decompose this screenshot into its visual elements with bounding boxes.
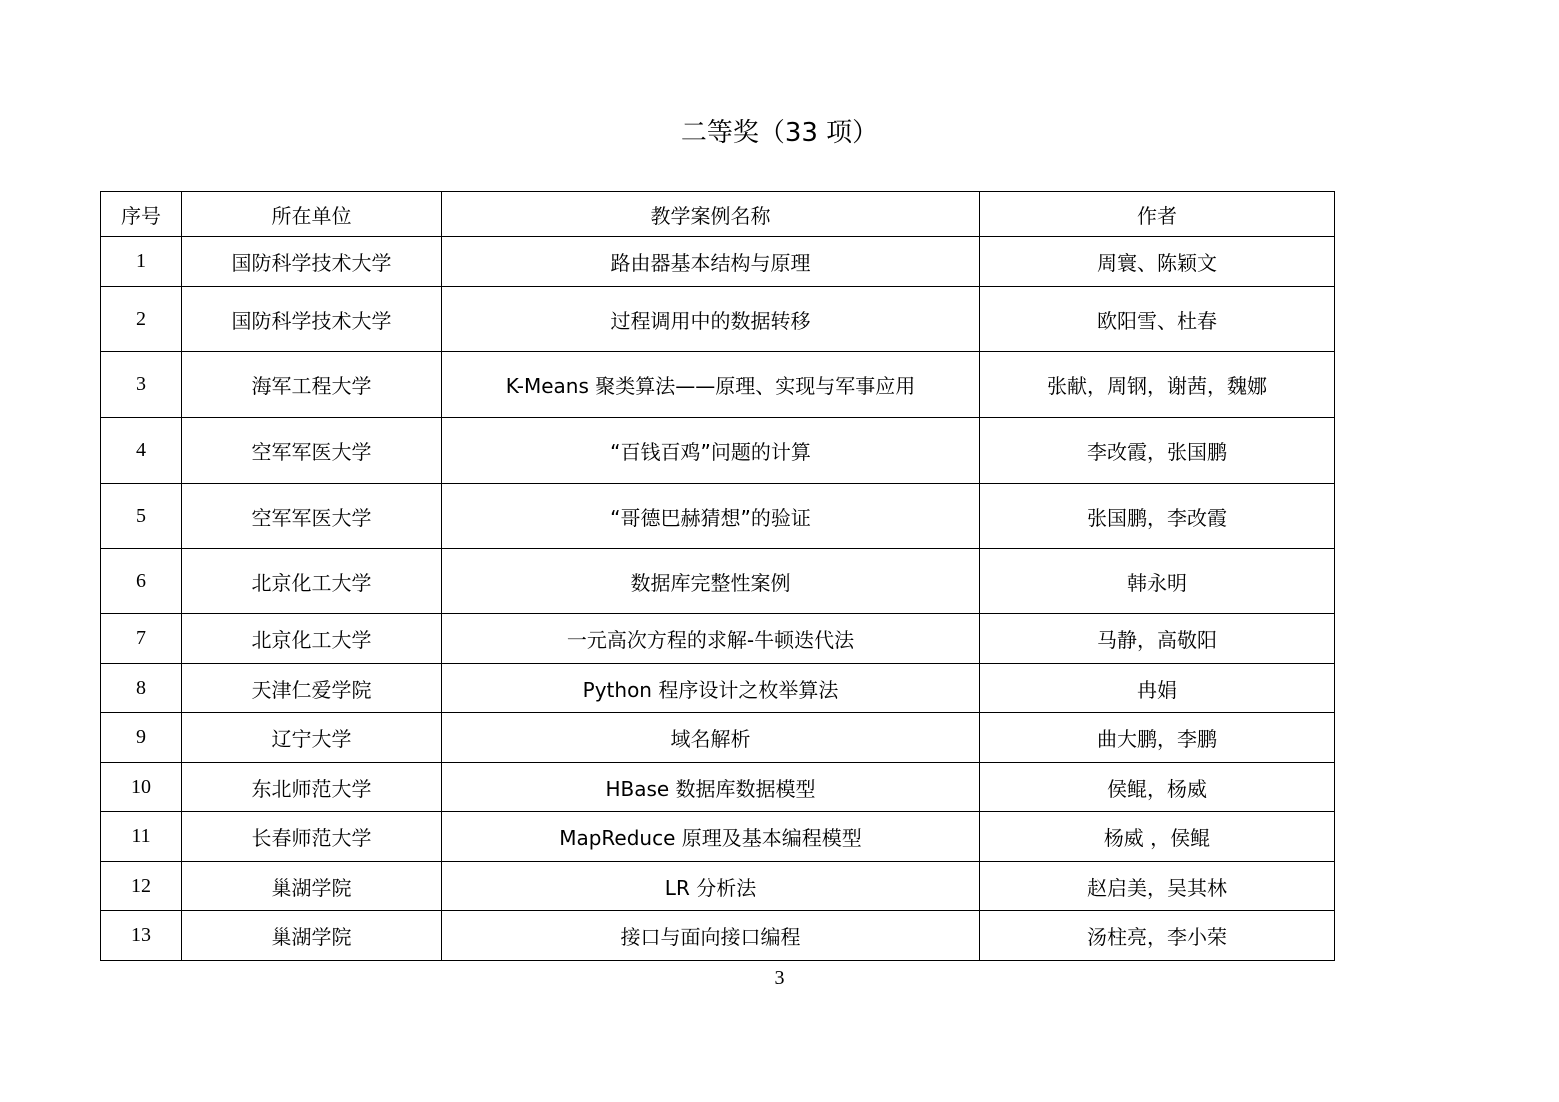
cell-unit: 北京化工大学 xyxy=(182,614,442,664)
cell-authors: 赵启美，吴其林 xyxy=(980,862,1335,911)
table-row xyxy=(101,763,1335,812)
awards-table xyxy=(100,191,1335,961)
table-row xyxy=(101,549,1335,614)
cell-case-name: 接口与面向接口编程 xyxy=(442,911,980,961)
cell-no: 13 xyxy=(101,911,182,961)
cell-no: 12 xyxy=(101,862,182,911)
cell-unit: 辽宁大学 xyxy=(182,713,442,763)
cell-authors: 张献，周钢，谢茜，魏娜 xyxy=(980,352,1335,418)
page-title: 二等奖（33 项） xyxy=(680,118,879,148)
cell-no: 7 xyxy=(101,614,182,664)
table-row xyxy=(101,484,1335,549)
cell-unit: 东北师范大学 xyxy=(182,763,442,812)
cell-no: 5 xyxy=(101,484,182,549)
cell-authors: 汤柱亮，李小荣 xyxy=(980,911,1335,961)
cell-case-name: K-Means 聚类算法——原理、实现与军事应用 xyxy=(442,352,980,418)
cell-unit: 北京化工大学 xyxy=(182,549,442,614)
cell-case-name: “百钱百鸡”问题的计算 xyxy=(442,418,980,484)
cell-no: 10 xyxy=(101,763,182,812)
cell-authors: 侯鲲，杨威 xyxy=(980,763,1335,812)
cell-authors: 马静，高敬阳 xyxy=(980,614,1335,664)
cell-authors: 欧阳雪、杜春 xyxy=(980,287,1335,352)
cell-case-name: 域名解析 xyxy=(442,713,980,763)
cell-no: 11 xyxy=(101,812,182,862)
cell-authors: 韩永明 xyxy=(980,549,1335,614)
cell-unit: 巢湖学院 xyxy=(182,862,442,911)
header-case-name: 教学案例名称 xyxy=(442,192,980,237)
table-row xyxy=(101,287,1335,352)
page-number: 3 xyxy=(774,967,785,989)
cell-case-name: 过程调用中的数据转移 xyxy=(442,287,980,352)
cell-authors: 周寰、陈颖文 xyxy=(980,237,1335,287)
cell-no: 9 xyxy=(101,713,182,763)
cell-case-name: “哥德巴赫猜想”的验证 xyxy=(442,484,980,549)
cell-unit: 空军军医大学 xyxy=(182,484,442,549)
cell-unit: 天津仁爱学院 xyxy=(182,664,442,713)
header-no: 序号 xyxy=(101,192,182,237)
table-header-row xyxy=(101,192,1335,237)
cell-case-name: 路由器基本结构与原理 xyxy=(442,237,980,287)
cell-no: 6 xyxy=(101,549,182,614)
cell-unit: 海军工程大学 xyxy=(182,352,442,418)
header-authors: 作者 xyxy=(980,192,1335,237)
cell-authors: 曲大鹏，李鹏 xyxy=(980,713,1335,763)
table-row xyxy=(101,237,1335,287)
table-row xyxy=(101,862,1335,911)
cell-no: 8 xyxy=(101,664,182,713)
cell-authors: 杨威 ，侯鲲 xyxy=(980,812,1335,862)
cell-case-name: HBase 数据库数据模型 xyxy=(442,763,980,812)
table-row xyxy=(101,713,1335,763)
cell-no: 2 xyxy=(101,287,182,352)
cell-case-name: 一元高次方程的求解-牛顿迭代法 xyxy=(442,614,980,664)
cell-case-name: 数据库完整性案例 xyxy=(442,549,980,614)
table-row xyxy=(101,664,1335,713)
cell-no: 4 xyxy=(101,418,182,484)
cell-unit: 长春师范大学 xyxy=(182,812,442,862)
table-row xyxy=(101,911,1335,961)
cell-case-name: Python 程序设计之枚举算法 xyxy=(442,664,980,713)
cell-unit: 巢湖学院 xyxy=(182,911,442,961)
cell-no: 3 xyxy=(101,352,182,418)
cell-authors: 张国鹏，李改霞 xyxy=(980,484,1335,549)
cell-unit: 国防科学技术大学 xyxy=(182,237,442,287)
cell-unit: 国防科学技术大学 xyxy=(182,287,442,352)
cell-authors: 冉娟 xyxy=(980,664,1335,713)
cell-authors: 李改霞，张国鹏 xyxy=(980,418,1335,484)
header-unit: 所在单位 xyxy=(182,192,442,237)
cell-case-name: LR 分析法 xyxy=(442,862,980,911)
cell-no: 1 xyxy=(101,237,182,287)
table-row xyxy=(101,418,1335,484)
table-row xyxy=(101,352,1335,418)
cell-unit: 空军军医大学 xyxy=(182,418,442,484)
table-row xyxy=(101,614,1335,664)
cell-case-name: MapReduce 原理及基本编程模型 xyxy=(442,812,980,862)
table-row xyxy=(101,812,1335,862)
